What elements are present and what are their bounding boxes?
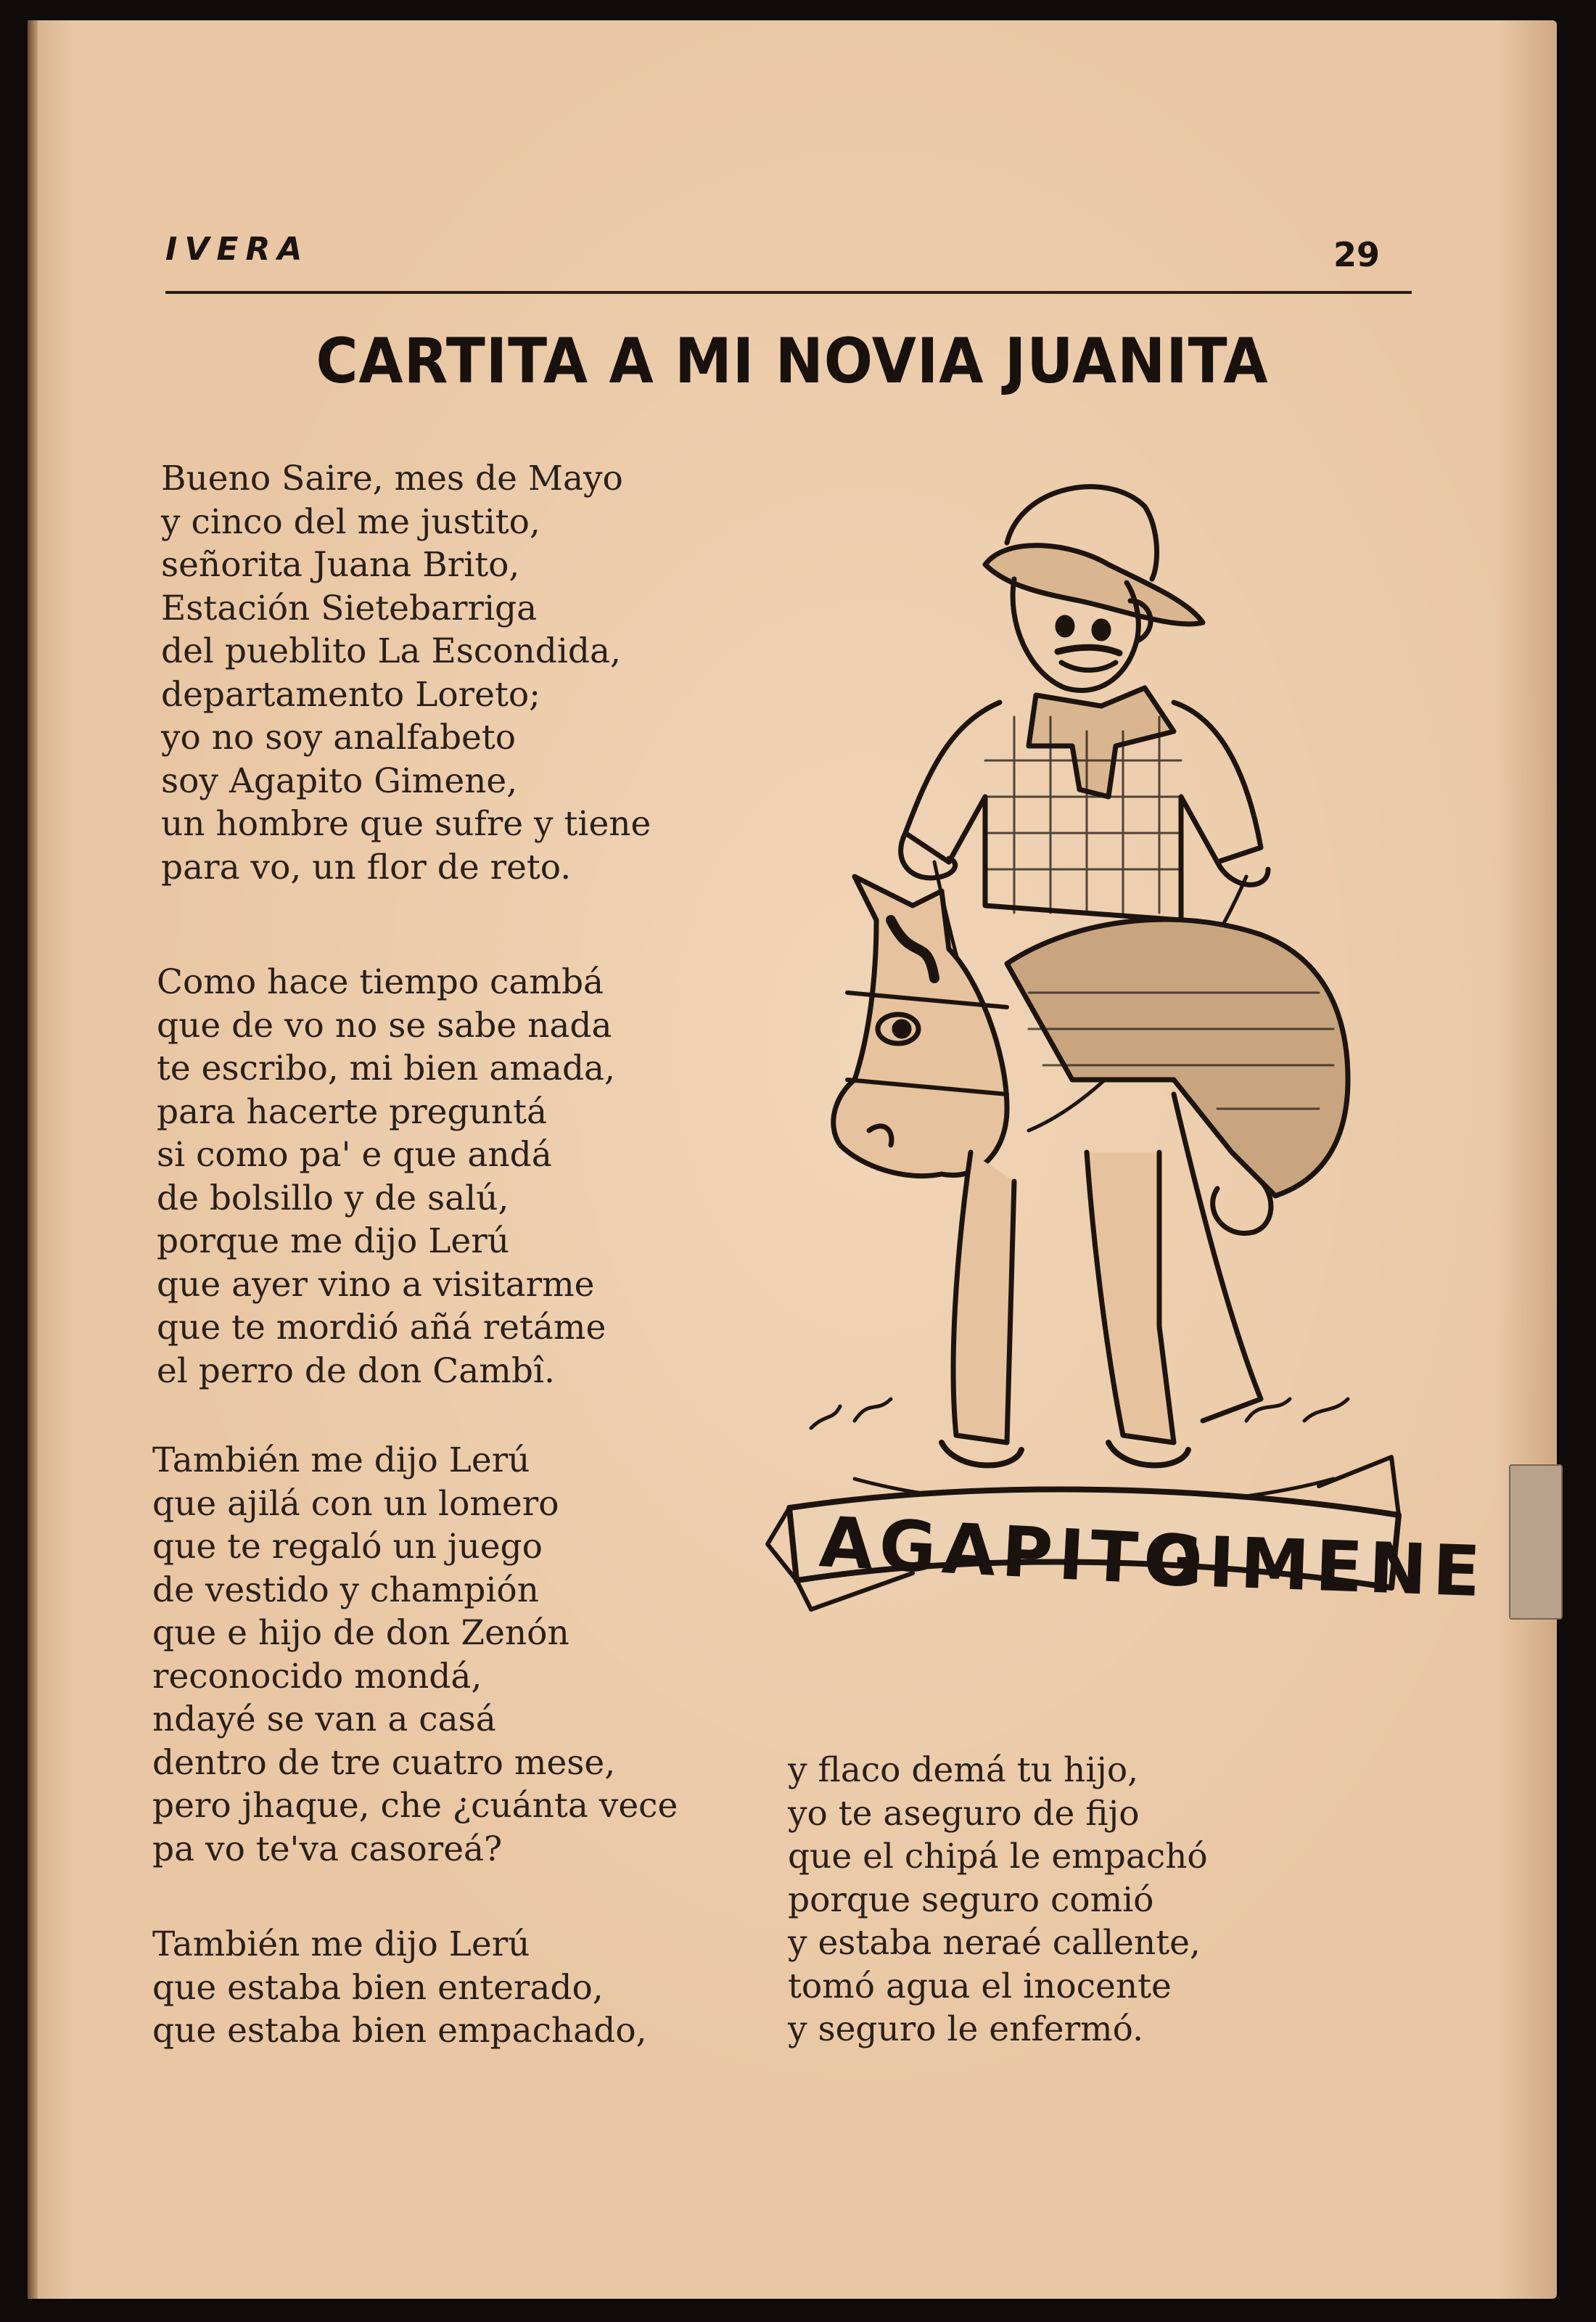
horse-back-leg xyxy=(1087,1152,1174,1443)
gaucho-on-horse-illustration xyxy=(768,456,1488,1646)
banner-name-first: AGAPITO xyxy=(817,1501,1211,1604)
hand-left xyxy=(901,833,955,878)
stanza-2: Como hace tiempo cambá que de vo no se sabe nada te escribo, mi bien amada, para hacerte preguntá si como pa' e que andá de bolsillo y de salú, porque me dijo Lerú que ayer vino a visitarme que te mordió añá retáme el perro de don Cambî. xyxy=(157,962,615,1391)
stanza-5: y flaco demá tu hijo, yo te aseguro de fijo que el chipá le empachó porque seguro comió y estaba neraé callente, tomó agua el inocente y seguro le enfermó. xyxy=(788,1750,1208,2049)
hat-brim xyxy=(985,546,1203,624)
stirrup xyxy=(1213,1181,1271,1234)
page-number: 29 xyxy=(1333,235,1381,274)
grass-tufts xyxy=(811,1399,1348,1428)
page-tab xyxy=(1509,1464,1563,1620)
saddle-blanket xyxy=(1007,919,1348,1196)
gaucho-drawing xyxy=(768,456,1488,1646)
header-rule xyxy=(165,291,1412,294)
page-gutter xyxy=(28,20,38,2299)
stanza-4: También me dijo Lerú que estaba bien enterado, que estaba bien empachado, xyxy=(152,1924,647,2051)
running-head: IVERA xyxy=(165,231,310,268)
poem-title: CARTITA A MI NOVIA JUANITA xyxy=(316,325,1269,398)
hooves xyxy=(942,1443,1188,1465)
horse-front-leg xyxy=(953,1152,1014,1443)
stanza-3: También me dijo Lerú que ajilá con un lomero que te regaló un juego de vestido y champión que e hijo de don Zenón reconocido mondá, ndayé se van a casá dentro de tre cuatro mese, pero jhaque, che ¿cuánta vece pa vo te'va casoreá? xyxy=(152,1440,678,1869)
book-page xyxy=(28,20,1557,2299)
banner-name-last: GIMENE xyxy=(1144,1519,1488,1613)
stanza-1: Bueno Saire, mes de Mayo y cinco del me justito, señorita Juana Brito, Estación Sietebarriga del pueblito La Escondida, departamento Loreto; yo no soy analfabeto soy Agapito Gimene, un hombre que sufre y tiene para vo, un flor de reto. xyxy=(161,459,651,887)
